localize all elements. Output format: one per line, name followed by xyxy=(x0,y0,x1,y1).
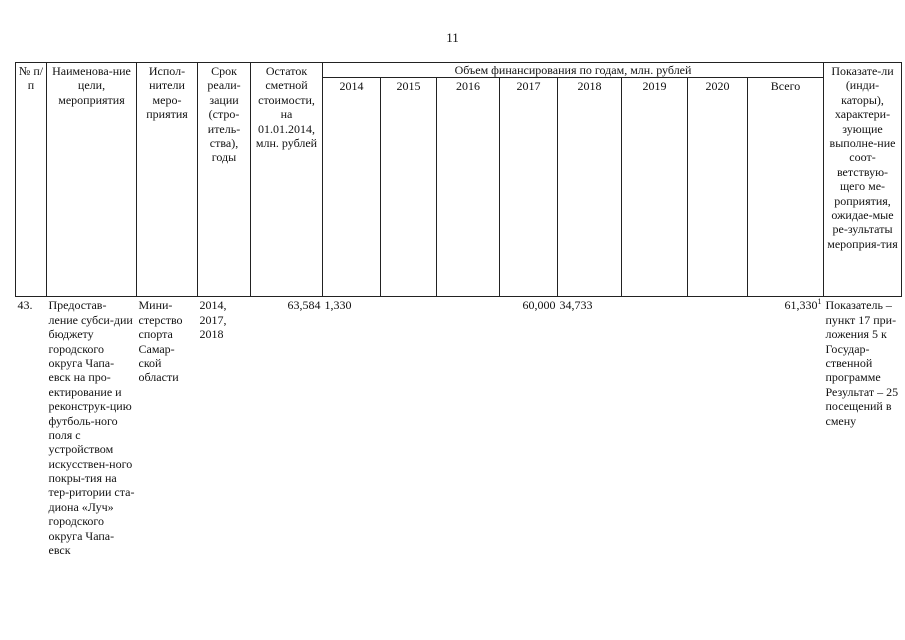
row-total xyxy=(748,297,824,559)
financing-table xyxy=(15,62,902,558)
row-total-value: 61,330 xyxy=(784,298,818,313)
row-value-2019 xyxy=(622,297,688,559)
header-year-2017: 2017 xyxy=(500,78,558,297)
header-year-2015: 2015 xyxy=(381,78,437,297)
table-row xyxy=(16,297,902,559)
header-year-2014: 2014 xyxy=(323,78,381,297)
page-number: 11 xyxy=(446,30,459,45)
row-indicators: Показатель – пункт 17 при-ложения 5 к Государ-ственной программе Результат – 25 посещений в смену xyxy=(825,298,899,428)
header-indicators: Показате-ли (инди-каторы), характери-зующие выполне-ние соот-ветствую-щего ме-роприятия, ожидае-мые ре-зультаты мероприя-тия xyxy=(824,63,902,297)
row-value-2017: 60,000 xyxy=(522,298,556,313)
row-term: 2014, 2017, 2018 xyxy=(199,298,227,342)
header-year-2018: 2018 xyxy=(558,78,622,297)
row-value-2020 xyxy=(688,297,748,559)
header-executors: Испол-нители меро-приятия xyxy=(137,63,198,297)
row-value-2015 xyxy=(381,297,437,559)
row-num: 43. xyxy=(17,298,33,313)
row-name: Предостав-ление субси-дии бюджету городского округа Чапа-евск на про-ектирование и реконструк-цию футболь-ного поля с устройством искусствен-ного покры-тия на тер-ритории ста-диона «Луч» городского округа Чапа-евск xyxy=(48,298,135,558)
header-name: Наименова-ние цели, мероприятия xyxy=(47,63,137,297)
header-term: Срок реали-зации (стро-итель-ства), годы xyxy=(198,63,251,297)
row-value-2016 xyxy=(437,297,500,559)
row-value-2018: 34,733 xyxy=(559,298,593,313)
header-row-top xyxy=(16,63,902,78)
header-num: № п/п xyxy=(16,63,47,297)
row-executors: Мини-стерство спорта Самар-ской области xyxy=(138,298,183,385)
header-remainder: Остаток сметной стоимости, на 01.01.2014, млн. рублей xyxy=(251,63,323,297)
header-year-2020: 2020 xyxy=(688,78,748,297)
header-year-2019: 2019 xyxy=(622,78,688,297)
row-total-footnote: 1 xyxy=(817,297,822,307)
row-remainder: 63,584 xyxy=(287,298,321,313)
row-value-2014: 1,330 xyxy=(324,298,352,313)
header-financing-group: Объем финансирования по годам, млн. рублей xyxy=(323,63,824,78)
header-year-2016: 2016 xyxy=(437,78,500,297)
header-total: Всего xyxy=(748,78,824,297)
